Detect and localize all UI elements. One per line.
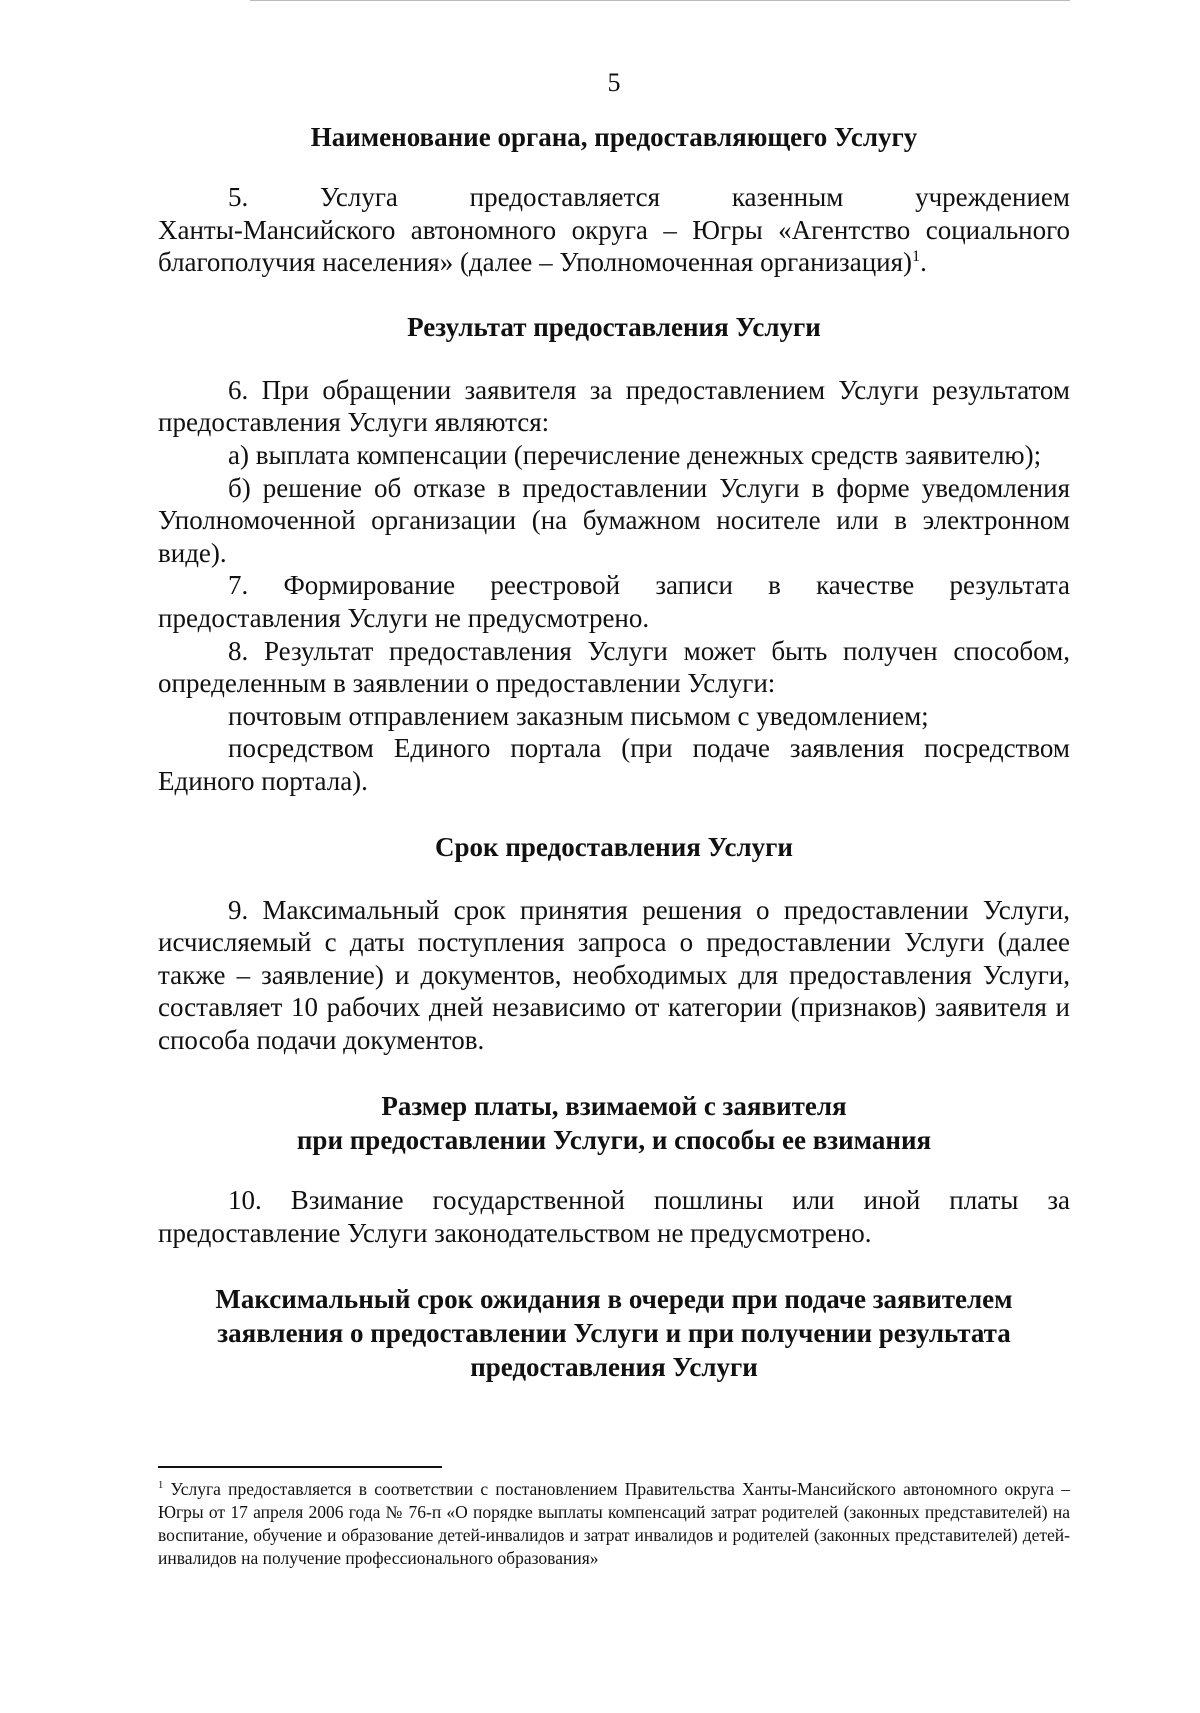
page-content	[158, 66, 1070, 1384]
section-heading-queue-line1: Максимальный срок ожидания в очереди при подаче заявителем	[215, 1283, 1013, 1314]
paragraph-6a: а) выплата компенсации (перечисление денежных средств заявителю);	[228, 439, 1042, 470]
paragraph-5-line1: 5. Услуга предоставляется казенным учреждением	[228, 182, 1070, 212]
page-number: 5	[607, 68, 621, 97]
paragraph-6b: б) решение об отказе в предоставлении Услуги в форме уведомления Уполномоченной организации (на бумажном носителе или в электронном виде).	[158, 472, 1070, 568]
footnote	[158, 1478, 1070, 1570]
paragraph-10: 10. Взимание государственной пошлины или иной платы за предоставление Услуги законодательством не предусмотрено.	[158, 1185, 1070, 1249]
paragraph-5	[158, 214, 1070, 279]
footnote-ref: 1	[912, 247, 921, 266]
paragraph-8a: почтовым отправлением заказным письмом с уведомлением;	[228, 700, 929, 731]
section-heading-authority: Наименование органа, предоставляющего Услугу	[310, 122, 918, 152]
footnote-text: Услуга предоставляется в соответствии с постановлением Правительства Ханты-Мансийского автономного округа – Югры от 17 апреля 2006 года № 76-п «О порядке выплаты компенсаций затрат родителей (законных представителей) на воспитание, обучение и образование детей-инвалидов и затрат инвалидов и родителей (законных представителей) детей-инвалидов на получение профессионального образования»	[158, 1479, 1070, 1568]
section-heading-queue-line2: заявления о предоставлении Услуги и при получении результата	[217, 1317, 1011, 1348]
paragraph-8b: посредством Единого портала (при подаче заявления посредством Единого портала).	[158, 733, 1070, 796]
scan-top-edge	[250, 0, 1070, 1]
paragraph-9: 9. Максимальный срок принятия решения о предоставлении Услуги, исчисляемый с даты поступления запроса о предоставлении Услуги (далее также – заявление) и документов, необходимых для предоставления Услуги, составляет 10 рабочих дней независимо от категории (признаков) заявителя и способа подачи документов.	[158, 894, 1070, 1055]
section-heading-term: Срок предоставления Услуги	[435, 831, 793, 862]
footnote-marker: 1	[158, 1480, 164, 1492]
paragraph-5-end: .	[920, 247, 927, 278]
paragraph-5-text: Ханты-Мансийского автономного округа – Югры «Агентство социального благополучия населения» (далее – Уполномоченная организация)	[158, 214, 1070, 278]
section-heading-queue-line3: предоставления Услуги	[470, 1351, 758, 1382]
paragraph-8: 8. Результат предоставления Услуги может быть получен способом, определенным в заявлении о предоставлении Услуги:	[158, 635, 1070, 699]
section-heading-fee-line2: при предоставлении Услуги, и способы ее взимания	[296, 1125, 932, 1156]
section-heading-fee-line1: Размер платы, взимаемой с заявителя	[381, 1091, 847, 1122]
paragraph-6: 6. При обращении заявителя за предоставлением Услуги результатом предоставления Услуги являются:	[158, 374, 1070, 438]
section-heading-result: Результат предоставления Услуги	[407, 311, 821, 342]
footnote-separator	[158, 1466, 442, 1468]
paragraph-7: 7. Формирование реестровой записи в качестве результата предоставления Услуги не предусмотрено.	[158, 570, 1070, 633]
